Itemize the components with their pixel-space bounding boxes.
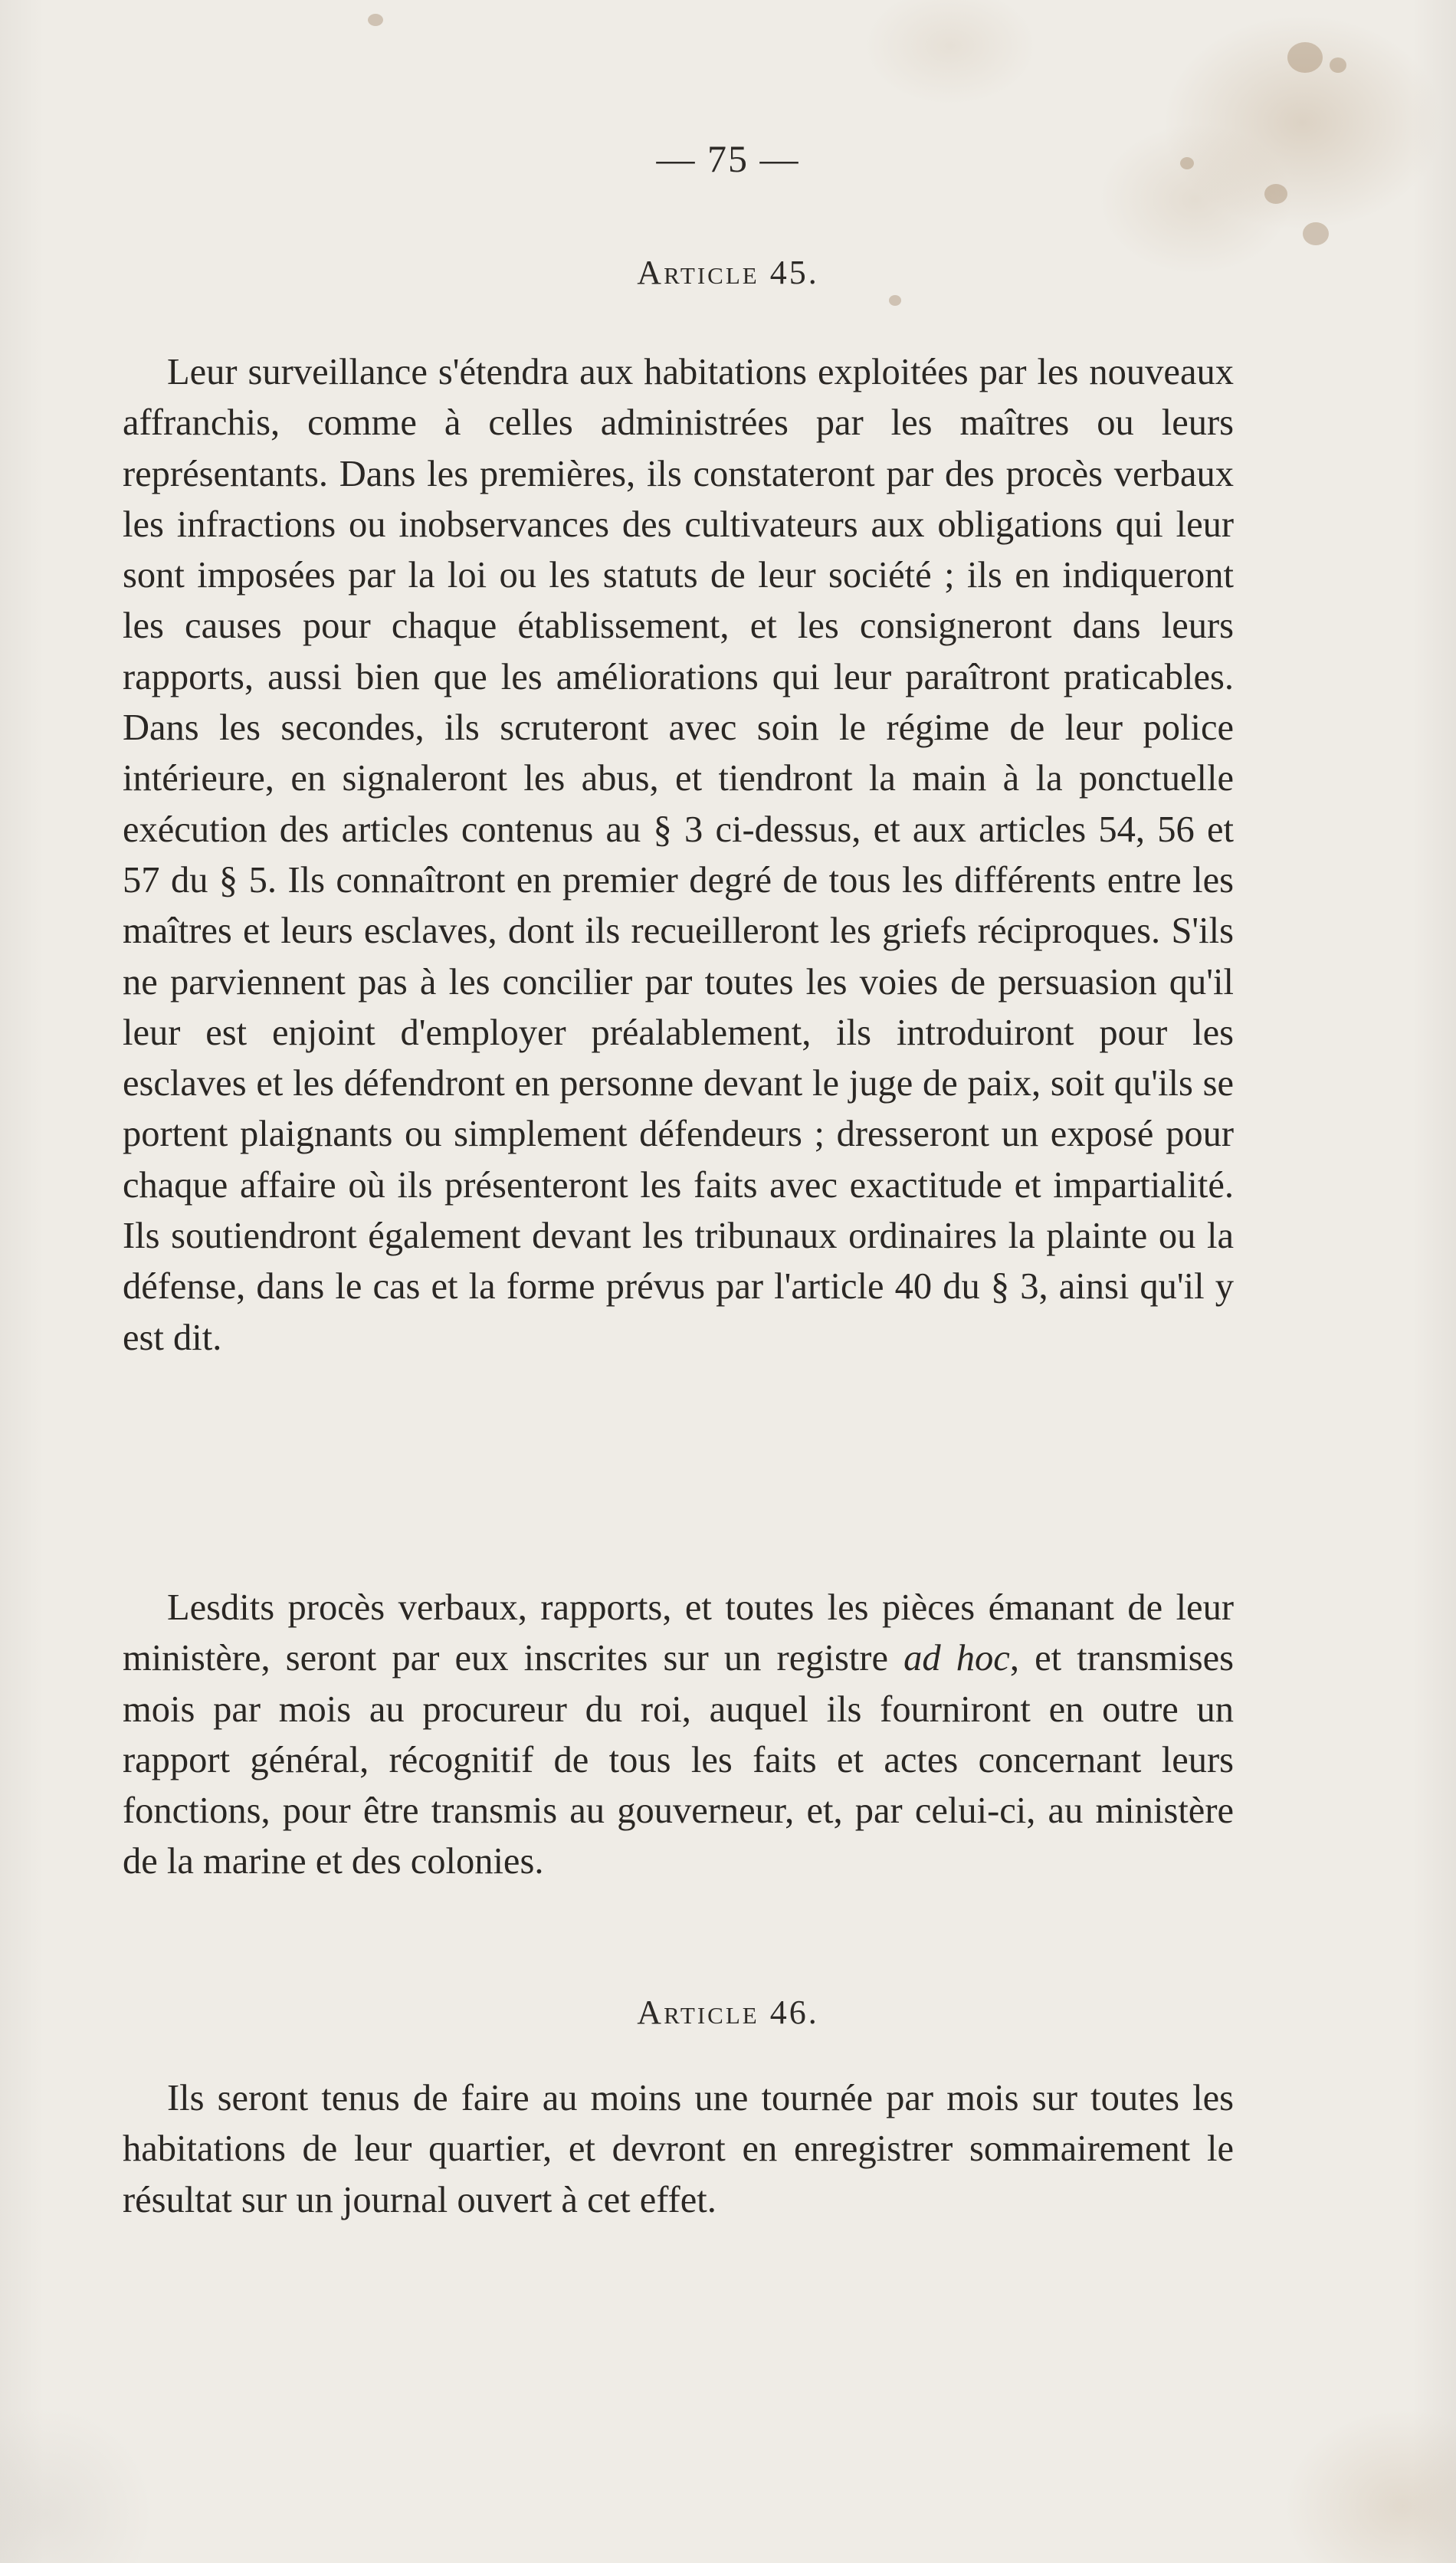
foxing-stain <box>1330 57 1346 73</box>
article-46-heading: Article 46. <box>637 1994 819 2031</box>
foxing-stain <box>368 14 383 26</box>
article-45-paragraph-2 <box>123 1583 1234 1888</box>
foxing-stain <box>1303 222 1329 245</box>
foxing-stain <box>889 295 901 306</box>
article-45-heading: Article 45. <box>637 254 819 291</box>
article-46-paragraph-1: Ils seront tenus de faire au moins une tournée par mois sur toutes les habitations de leur quartier, et devront en enregistrer sommairement le résultat sur un journal ouvert à cet effet. <box>123 2078 1234 2220</box>
page-number: — 75 — <box>656 137 800 180</box>
paragraph-text: , et transmises mois par mois au procureur du roi, auquel ils fourniront en outre un rapport général, récognitif de tous les faits et actes concernant leurs fonctions, pour être transmis au gouverneur, et, par celui-ci, au ministère de la marine et des colonies. <box>123 1638 1234 1882</box>
italic-term: ad hoc <box>903 1638 1010 1679</box>
foxing-stain <box>1287 42 1323 73</box>
foxing-stain <box>1264 184 1287 204</box>
paragraph-text: Lesdits procès verbaux, rapports, et toutes les pièces émanant de leur ministère, seront par eux inscrites sur un registre <box>123 1587 1234 1679</box>
article-45-paragraph-1: Leur surveillance s'étendra aux habitations exploitées par les nouveaux affranchis, comme à celles administrées par les maîtres ou leurs représentants. Dans les premières, ils constateront par des procès verbaux les infractions ou inobservances des cultivateurs aux obligations qui leur sont imposées par la loi ou les statuts de leur société ; ils en indiqueront les causes pour chaque établissement, et les consigneront dans leurs rapports, aussi bien que les améliorations qui leur paraîtront praticables. Dans les secondes, ils scruteront avec soin le régime de leur police intérieure, en signaleront les abus, et tiendront la main à la ponctuelle exécution des articles contenus au § 3 ci-dessus, et aux articles 54, 56 et 57 du § 5. Ils connaîtront en premier degré de tous les différents entre les maîtres et leurs esclaves, dont ils recueilleront les griefs réciproques. S'ils ne parviennent pas à les concilier par toutes les voies de persuasion qu'il leur est enjoint d'employer préalablement, ils introduiront pour les esclaves et les défendront en personne devant le juge de paix, soit qu'ils se portent plaignants ou simplement défendeurs ; dresseront un exposé pour chaque affaire où ils présenteront les faits avec exactitude et impartialité. Ils soutiendront également devant les tribunaux ordinaires la plainte ou la défense, dans le cas et la forme prévus par l'article 40 du § 3, ainsi qu'il y est dit. <box>123 352 1234 1358</box>
